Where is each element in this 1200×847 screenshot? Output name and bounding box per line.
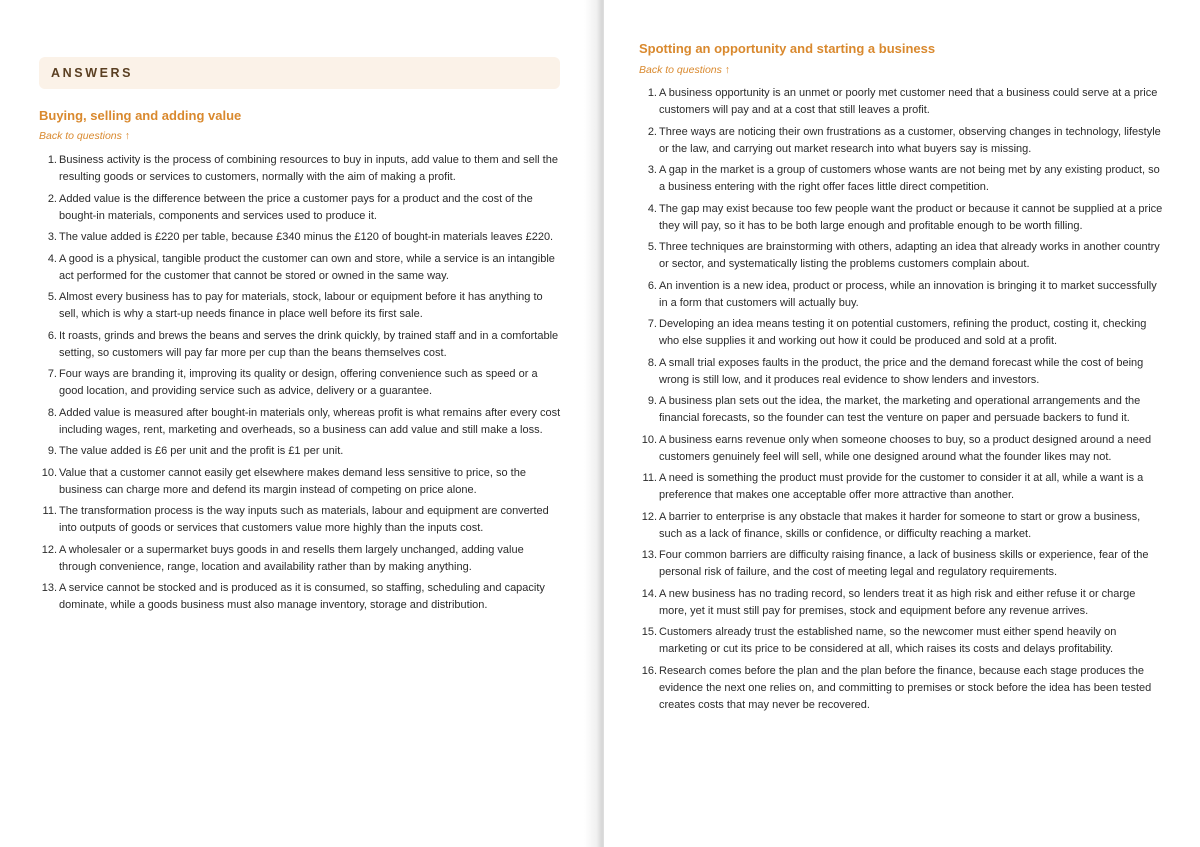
answer-number: 2. [47, 192, 57, 205]
answer-text: The value added is £220 per table, because £340 minus the £120 of bought-in materials leaves £220. [59, 231, 554, 243]
back-to-questions-link[interactable]: Back to questions ↑ [39, 130, 131, 142]
answer-number: 3. [647, 164, 657, 176]
answer-text: A gap in the market is a group of customers whose wants are not being met by any existing product, so a business entering with the right offer faces little direct competition. [659, 164, 1160, 193]
answer-text: The transformation process is the way inputs such as materials, labour and equipment are converted into outputs of goods or services that customers value more highly than the inputs cost. [59, 505, 549, 534]
answer-text: Customers already trust the established name, so the newcomer must either spend heavily on marketing or cut its price to be considered at all, which raises its costs and delays profitability. [659, 626, 1117, 655]
answer-number: 4. [47, 252, 57, 265]
answer-list-buying-selling [39, 152, 561, 619]
answer-number: 6. [647, 279, 657, 292]
answer-text: Three techniques are brainstorming with others, adapting an idea that already works in another country or sector, and systematically listing the problems customers complain about. [659, 241, 1160, 270]
answer-item [39, 465, 561, 499]
answer-text: The gap may exist because too few people want the product or because it cannot be supplied at a price they will pay, so it has to be both large enough and profitable enough to be worth filling. [659, 202, 1163, 232]
answer-text: Business activity is the process of combining resources to buy in inputs, add value to them and sell the resulting goods or services to customers, normally with the aim of making a profit. [59, 154, 558, 183]
answer-number: 2. [647, 125, 657, 138]
answer-item [39, 251, 561, 285]
answer-number: 12. [641, 510, 657, 523]
answer-number: 8. [47, 406, 57, 419]
answer-item [39, 580, 561, 614]
answer-text: Four ways are branding it, improving its quality or design, offering convenience such as speed or a good location, and providing service such as advice, delivery or a guarantee. [59, 368, 538, 397]
answer-item [39, 366, 561, 400]
answer-item [639, 470, 1163, 504]
section-title-buying-selling: Buying, selling and adding value [39, 108, 242, 123]
answer-number: 9. [47, 445, 57, 457]
answer-text: A service cannot be stocked and is produced as it is consumed, so staffing, scheduling and capacity dominate, while a goods business must also manage inventory, storage and distribution. [59, 582, 545, 611]
answer-text: Developing an idea means testing it on potential customers, refining the product, costing it, checking who else supplies it and working out how it could be produced and sold at a profit. [659, 318, 1147, 347]
answer-text: Research comes before the plan and the plan before the finance, because each stage produces the evidence the next one relies on, and committing to premises or stock before the idea has been tested creates costs that may never be recovered. [659, 664, 1152, 711]
section-title-spotting-opportunity: Spotting an opportunity and starting a business [639, 41, 936, 56]
answer-number: 4. [647, 202, 657, 215]
answer-number: 14. [641, 587, 657, 600]
answer-item [39, 289, 561, 323]
answer-number: 7. [647, 318, 657, 330]
answer-item [639, 316, 1163, 350]
answer-number: 9. [647, 395, 657, 407]
answer-number: 10. [641, 433, 657, 446]
answer-number: 15. [641, 626, 657, 638]
answer-text: A new business has no trading record, so lenders treat it as high risk and either refuse it or charge more, yet it must still pay for premises, stock and equipment before any revenue arrives. [659, 587, 1136, 617]
answer-item [39, 503, 561, 537]
answer-number: 11. [642, 472, 657, 484]
answers-banner [39, 57, 560, 89]
answer-text: A business plan sets out the idea, the market, the marketing and operational arrangements and the financial forecasts, so the founder can test the venture on paper and persuade backers to fund it. [659, 395, 1141, 424]
answer-text: Four common barriers are difficulty raising finance, a lack of business skills or experience, fear of the personal risk of failure, and the cost of meeting legal and regulatory requirements. [659, 549, 1149, 578]
answer-number: 13. [41, 582, 57, 594]
answer-number: 6. [47, 329, 57, 342]
answer-text: Value that a customer cannot easily get elsewhere makes demand less sensitive to price, so the business can charge more and defend its margin instead of competing on price alone. [59, 466, 526, 496]
answer-item [639, 239, 1163, 273]
answer-text: A need is something the product must provide for the customer to consider it at all, while a want is a preference that makes one acceptable offer more attractive than another. [659, 472, 1144, 501]
answer-number: 16. [641, 664, 657, 677]
answer-text: Three ways are noticing their own frustrations as a customer, observing changes in technology, lifestyle or the law, and carrying out market research into what buyers say is missing. [659, 125, 1161, 155]
answer-item [639, 432, 1163, 466]
back-to-questions-link[interactable]: Back to questions ↑ [639, 64, 731, 76]
answer-number: 10. [41, 466, 57, 479]
answer-text: Almost every business has to pay for materials, stock, labour or equipment before it has anything to sell, which is why a start-up needs finance in place well before its first sale. [59, 291, 543, 320]
answer-text: Added value is the difference between the price a customer pays for a product and the cost of the bought-in materials, components and services used to produce it. [59, 192, 533, 222]
answer-item [39, 152, 561, 186]
answer-number: 8. [647, 356, 657, 369]
answer-text: A barrier to enterprise is any obstacle that makes it harder for someone to start or grow a business, such as a lack of finance, skills or confidence, or difficulty reaching a market. [659, 510, 1141, 540]
answer-number: 1. [647, 87, 657, 99]
answer-number: 1. [47, 154, 57, 166]
answer-item [39, 405, 561, 439]
answer-item [639, 586, 1163, 620]
answer-item [39, 328, 561, 362]
answer-item [639, 124, 1163, 158]
answer-item [639, 393, 1163, 427]
answer-text: A business earns revenue only when someone chooses to buy, so a product designed around a need customers genuinely feel will sell, while one designed around what the founder likes may not. [659, 433, 1152, 463]
answer-number: 11. [42, 505, 57, 517]
answer-number: 5. [647, 241, 657, 253]
answer-text: An invention is a new idea, product or process, while an innovation is bringing it to market successfully in a form that customers will actually buy. [659, 279, 1157, 309]
answer-item [39, 542, 561, 576]
answer-number: 5. [47, 291, 57, 303]
answer-item [639, 278, 1163, 312]
answers-heading: ANSWERS [51, 66, 134, 80]
answer-item [639, 547, 1163, 581]
answer-text: A good is a physical, tangible product the customer can own and store, while a service is an intangible act performed for the customer that cannot be stored or owned in the same way. [59, 252, 555, 282]
left-page [0, 0, 598, 847]
answer-text: A business opportunity is an unmet or poorly met customer need that a business could serve at a price customers will pay and at a cost that still leaves a profit. [659, 87, 1158, 116]
answer-item [639, 162, 1163, 196]
answer-text: Added value is measured after bought-in materials only, whereas profit is what remains after every cost including wages, rent, marketing and overheads, so a business can add value and still make a loss. [59, 406, 561, 436]
answer-item [39, 191, 561, 225]
answer-text: A wholesaler or a supermarket buys goods in and resells them largely unchanged, adding value through convenience, range, location and availability rather than by making anything. [59, 543, 524, 573]
answer-number: 7. [47, 368, 57, 380]
answer-item [639, 509, 1163, 543]
answer-item [639, 85, 1163, 119]
answer-item [39, 229, 561, 246]
answer-text: It roasts, grinds and brews the beans and serves the drink quickly, by trained staff and in a comfortable setting, so customers will pay far more per cup than the beans themselves cost. [59, 329, 559, 359]
answer-text: The value added is £6 per unit and the profit is £1 per unit. [59, 445, 344, 457]
answer-item [639, 201, 1163, 235]
answer-number: 13. [641, 549, 657, 561]
answer-number: 3. [47, 231, 57, 243]
answer-text: A small trial exposes faults in the product, the price and the demand forecast while the cost of being wrong is still low, and it produces real evidence to show lenders and investors. [659, 356, 1144, 386]
answer-item [39, 443, 561, 460]
answer-list-spotting-opportunity [639, 85, 1163, 718]
answer-item [639, 355, 1163, 389]
answer-number: 12. [41, 543, 57, 556]
right-page [604, 0, 1200, 847]
answer-item [639, 663, 1163, 714]
answer-item [639, 624, 1163, 658]
